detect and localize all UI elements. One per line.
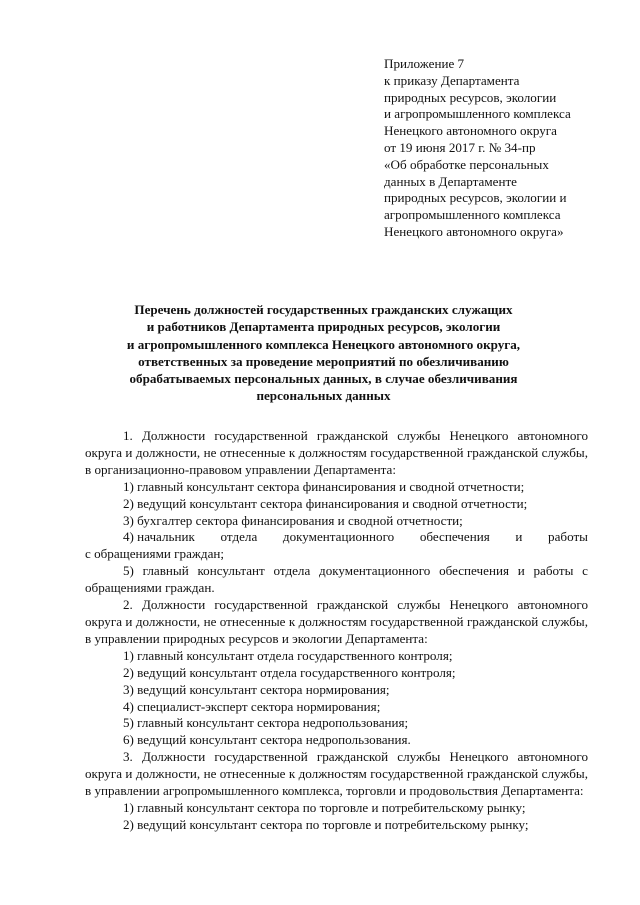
list-item: 1) главный консультант сектора финансирования и сводной отчетности; — [123, 478, 525, 494]
appendix-line: к приказу Департамента — [384, 72, 520, 88]
list-item: 3) ведущий консультант сектора нормирования; — [123, 681, 390, 697]
appendix-line: от 19 июня 2017 г. № 34-пр — [384, 139, 536, 155]
list-item: 2) ведущий консультант сектора по торговле и потребительскому рынку; — [123, 816, 529, 832]
document-title — [80, 301, 567, 405]
section-1-intro: 1. Должности государственной гражданской службы Ненецкого автономного округа и должности, не отнесенные к должностям государственной гражданской службы, в организационно-правовом управлении Департамента: — [85, 428, 588, 477]
title-line: обрабатываемых персональных данных, в случае обезличивания — [129, 371, 518, 387]
title-line: и агропромышленного комплекса Ненецкого автономного округа, — [126, 336, 521, 352]
list-item: 6) ведущий консультант сектора недропользования. — [123, 732, 411, 748]
title-line: и работников Департамента природных ресурсов, экологии — [146, 319, 501, 335]
word: обеспечения — [419, 529, 490, 545]
appendix-line: Ненецкого автономного округа — [384, 123, 557, 139]
title-line: персональных данных — [256, 388, 391, 404]
word: и — [515, 529, 523, 545]
appendix-line: Приложение 7 — [384, 56, 465, 71]
appendix-line: и агропромышленного комплекса — [384, 106, 571, 122]
word: 4) начальник — [123, 529, 195, 545]
list-item: 2) ведущий консультант отдела государственного контроля; — [123, 664, 456, 680]
appendix-line: природных ресурсов, экологии и — [384, 190, 567, 206]
title-line: Перечень должностей государственных гражданских служащих — [134, 302, 513, 317]
appendix-line: «Об обработке персональных — [384, 156, 549, 172]
list-item: 3) бухгалтер сектора финансирования и сводной отчетности; — [123, 512, 463, 528]
title-line: ответственных за проведение мероприятий по обезличиванию — [138, 353, 509, 369]
word: документационного — [282, 529, 395, 545]
section-2-intro: 2. Должности государственной гражданской службы Ненецкого автономного округа и должности, не отнесенные к должностям государственной гражданской службы, в управлении природных ресурсов и экологии Департамента: — [85, 597, 588, 646]
list-item: 2) ведущий консультант сектора финансирования и сводной отчетности; — [123, 495, 528, 511]
list-item-4-line — [85, 529, 588, 546]
list-item: 4) специалист-эксперт сектора нормирования; — [123, 698, 381, 714]
word: работы — [548, 529, 588, 545]
list-item-4-tail: с обращениями граждан; — [85, 546, 225, 562]
word: отдела — [220, 529, 258, 545]
list-item: 1) главный консультант сектора по торговле и потребительскому рынку; — [123, 799, 526, 815]
section-3-intro: 3. Должности государственной гражданской службы Ненецкого автономного округа и должности, не отнесенные к должностям государственной гражданской службы, в управлении агропромышленного комплекса, торговли и продовольствия Департамента: — [85, 749, 588, 799]
appendix-line: агропромышленного комплекса — [384, 207, 561, 223]
appendix-line: Ненецкого автономного округа» — [384, 223, 564, 239]
appendix-header — [384, 56, 624, 241]
appendix-line: данных в Департаменте — [384, 173, 517, 189]
list-item: 5) главный консультант отдела документационного обеспечения и работы с обращениями граждан. — [85, 563, 588, 596]
document-body — [85, 428, 588, 834]
list-item: 1) главный консультант отдела государственного контроля; — [123, 647, 453, 663]
appendix-line: природных ресурсов, экологии — [384, 89, 557, 105]
list-item: 5) главный консультант сектора недропользования; — [123, 715, 409, 731]
